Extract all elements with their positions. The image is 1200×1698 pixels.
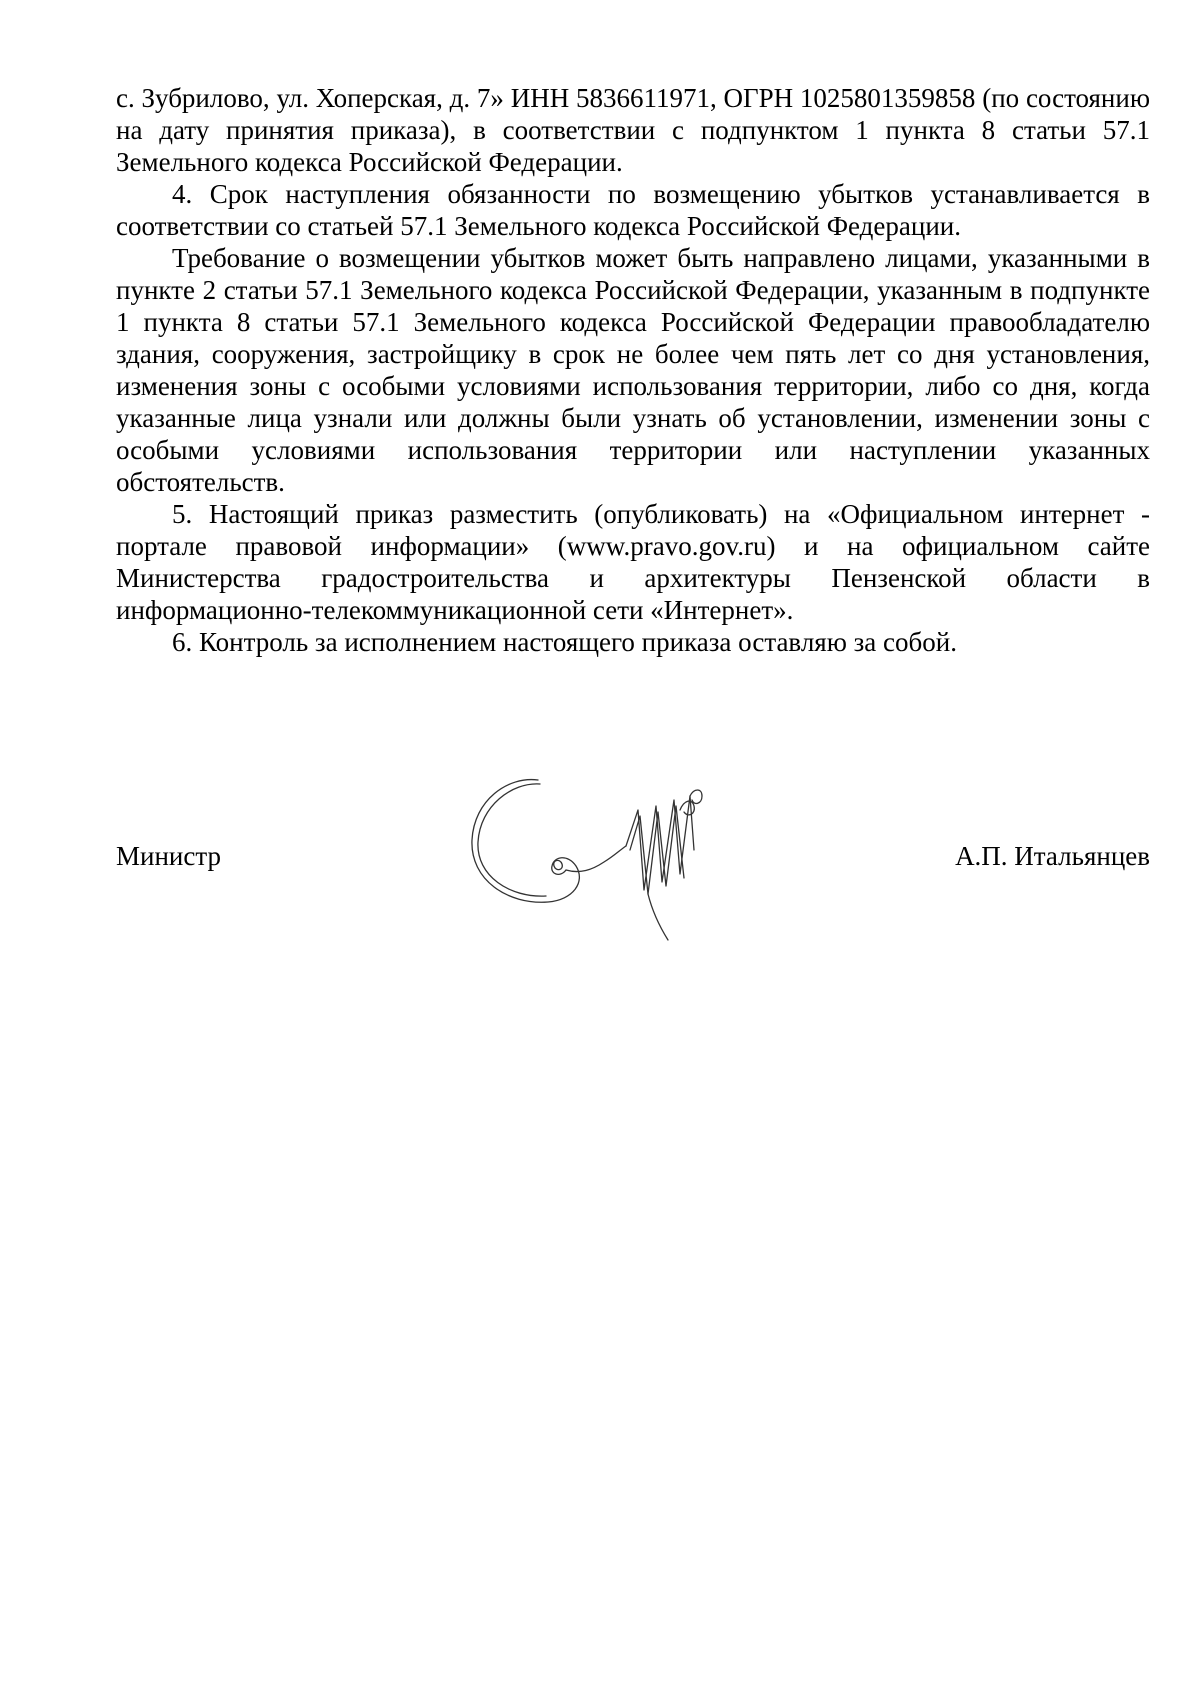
handwritten-signature-icon bbox=[468, 770, 728, 950]
paragraph-item-4: 4. Срок наступления обязанности по возмещению убытков устанавливается в соответствии со статьей 57.1 Земельного кодекса Российской Федерации. bbox=[116, 179, 1150, 241]
paragraph-compensation-request: Требование о возмещении убытков может быть направлено лицами, указанными в пункте 2 статьи 57.1 Земельного кодекса Российской Федерации, указанным в подпункте 1 пункта 8 статьи 57.1 Земельного кодекса Российской Федерации правообладателю здания, сооружения, застройщику в срок не более чем пять лет со дня установления, изменения зоны с особыми условиями использования территории, либо со дня, когда указанные лица узнали или должны были узнать об установлении, изменении зоны с особыми условиями использования территории или наступлении указанных обстоятельств. bbox=[116, 243, 1150, 497]
paragraph-item-5: 5. Настоящий приказ разместить (опубликовать) на «Официальном интернет - портале правовой информации» (www.pravo.gov.ru) и на официальном сайте Министерства градостроительства и архитектуры Пензенской области в информационно-телекоммуникационной сети «Интернет». bbox=[116, 499, 1150, 625]
document-body bbox=[116, 82, 1150, 658]
paragraph-item-6: 6. Контроль за исполнением настоящего приказа оставляю за собой. bbox=[172, 627, 957, 657]
signer-title: Министр bbox=[116, 841, 221, 871]
paragraph-address: с. Зубрилово, ул. Хоперская, д. 7» ИНН 5836611971, ОГРН 1025801359858 (по состоянию на дату принятия приказа), в соответствии с подпунктом 1 пункта 8 статьи 57.1 Земельного кодекса Российской Федерации. bbox=[116, 83, 1150, 177]
signer-name: А.П. Итальянцев bbox=[955, 841, 1150, 871]
